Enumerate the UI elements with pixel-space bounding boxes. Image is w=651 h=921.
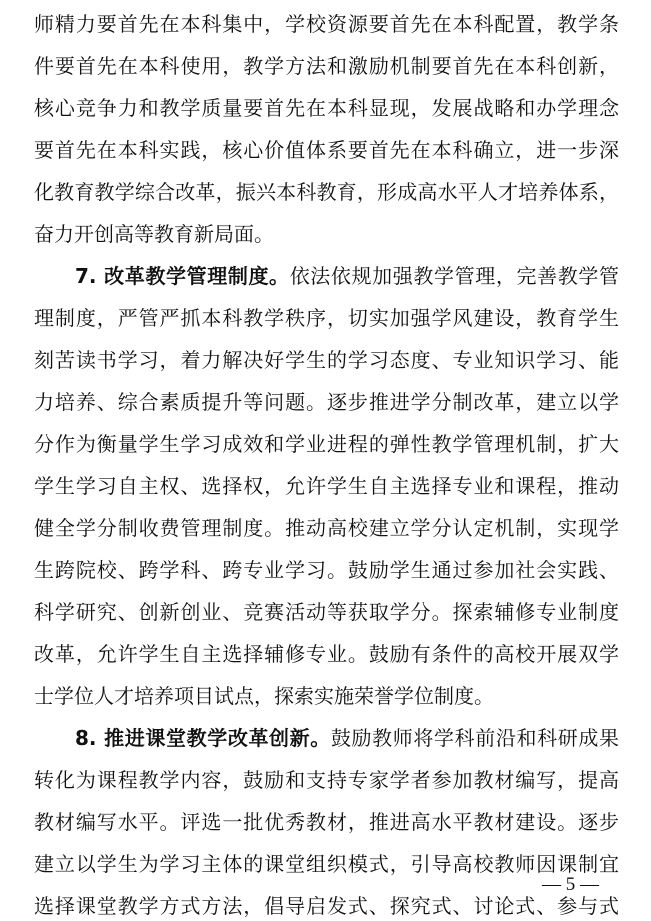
section-8-line-4: 建立以学生为学习主体的课堂组织模式，引导高校教师因课制宜	[34, 852, 619, 876]
section-8-line-5: 选择课堂教学方式方法，倡导启发式、探究式、讨论式、参与式	[34, 894, 619, 918]
section-8-first-line-text: 鼓励教师将学科前沿和科研成果	[330, 726, 619, 750]
paragraph-1-line-6: 奋力开创高等教育新局面。	[34, 222, 274, 246]
paragraph-1-line-1: 师精力要首先在本科集中，学校资源要首先在本科配置，教学条	[34, 12, 619, 36]
section-7-line-3: 刻苦读书学习，着力解决好学生的学习态度、专业知识学习、能	[34, 348, 619, 372]
section-8-line-2: 转化为课程教学内容，鼓励和支持专家学者参加教材编写，提高	[34, 768, 619, 792]
section-7-first-line	[75, 256, 619, 297]
section-7-line-4: 力培养、综合素质提升等问题。逐步推进学分制改革，建立以学	[34, 390, 619, 414]
section-7-line-9: 科学研究、创新创业、竞赛活动等获取学分。探索辅修专业制度	[34, 600, 619, 624]
section-7-first-line-text: 依法依规加强教学管理，完善教学管	[289, 264, 619, 288]
section-8-first-line	[75, 718, 619, 759]
section-8-heading: 8. 推进课堂教学改革创新。	[75, 726, 331, 750]
paragraph-1-line-5: 化教育教学综合改革，振兴本科教育，形成高水平人才培养体系，	[34, 180, 619, 204]
section-7-line-6: 学生学习自主权、选择权，允许学生自主选择专业和课程，推动	[34, 474, 619, 498]
section-7-line-8: 生跨院校、跨学科、跨专业学习。鼓励学生通过参加社会实践、	[34, 558, 619, 582]
paragraph-1-line-4: 要首先在本科实践，核心价值体系要首先在本科确立，进一步深	[34, 138, 619, 162]
section-7-line-10: 改革，允许学生自主选择辅修专业。鼓励有条件的高校开展双学	[34, 642, 619, 666]
paragraph-1-line-3: 核心竞争力和教学质量要首先在本科显现，发展战略和办学理念	[34, 96, 619, 120]
section-7-line-7: 健全学分制收费管理制度。推动高校建立学分认定机制，实现学	[34, 516, 619, 540]
section-8-line-3: 教材编写水平。评选一批优秀教材，推进高水平教材建设。逐步	[34, 810, 619, 834]
paragraph-1-line-2: 件要首先在本科使用，教学方法和激励机制要首先在本科创新，	[34, 54, 619, 78]
section-7-line-11: 士学位人才培养项目试点，探索实施荣誉学位制度。	[34, 684, 494, 708]
section-7-heading: 7. 改革教学管理制度。	[75, 264, 290, 288]
section-7-line-2: 理制度，严管严抓本科教学秩序，切实加强学风建设，教育学生	[34, 306, 619, 330]
section-7-line-5: 分作为衡量学生学习成效和学业进程的弹性教学管理机制，扩大	[34, 432, 619, 456]
page-number: — 5 —	[542, 874, 599, 895]
